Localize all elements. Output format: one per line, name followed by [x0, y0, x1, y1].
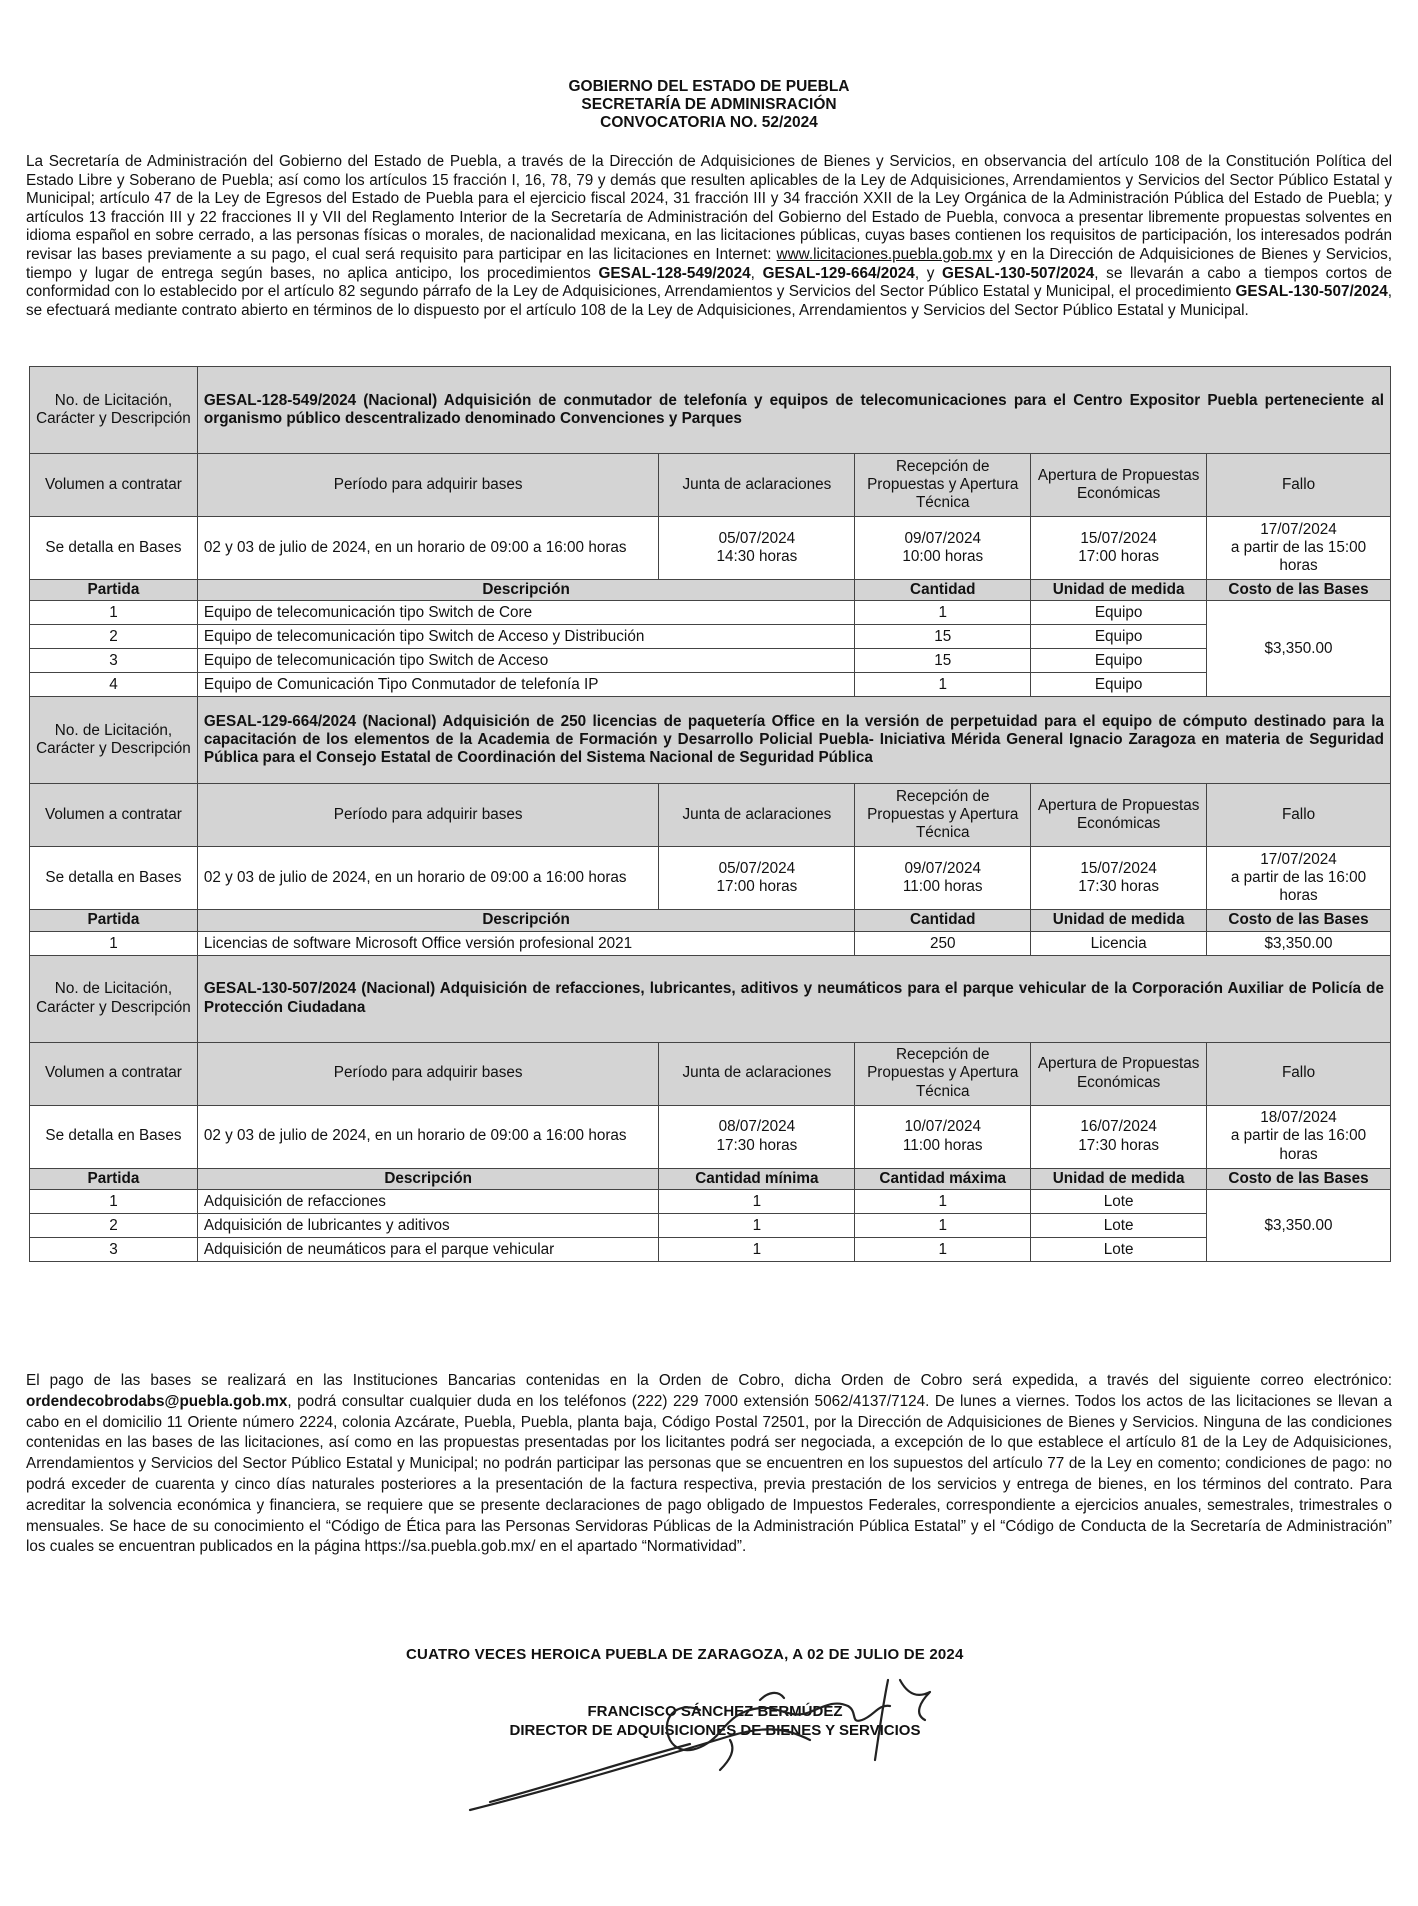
tender-3-recepcion — [855, 1105, 1031, 1168]
tender-2-schedule-row — [30, 847, 1391, 910]
tender-1-recepcion — [855, 517, 1031, 580]
tender-3-fallo — [1207, 1105, 1391, 1168]
intro-text-1: La Secretaría de Administración del Gobierno del Estado de Puebla, a través de la Dirección de Adquisiciones de Bienes y Servicios, en observancia del artículo 108 de la Constitución Política del Estado Libre y Soberano de Puebla; así como los artículos 15 fracción I, 16, 78, 79 y demás que resulten aplicables de la Ley de Adquisiciones, Arrendamientos y Servicios del Sector Público Estatal y Municipal; artículo 47 de la Ley de Egresos del Estado de Puebla para el ejercicio fiscal 2024, 31 fracción III y 34 fracción XXII de la Ley Orgánica de la Administración Pública del Estado de Puebla; y artículos 13 fracción III y 22 fracciones II y VII del Reglamento Interior de la Secretaría de Administración del Gobierno del Estado de Puebla, convoca a presentar libremente propuestas solventes en idioma español en sobre cerrado, a las personas físicas o morales, de nacionalidad mexicana, en las licitaciones públicas, cuyas bases contienen los requisitos de participación, los interesados podrán revisar las bases previamente a su pago, el cual será requisito para participar en las licitaciones en Internet: — [26, 153, 1392, 263]
fallo-date: 18/07/2024 — [1260, 1109, 1337, 1127]
fallo-label: Fallo — [1207, 784, 1391, 847]
item-unidad: Equipo — [1031, 673, 1207, 697]
footer-text-1: El pago de las bases se realizará en las Instituciones Bancarias contenidas en la Orden de Cobro, dicha Orden de Cobro será expedida, a través del siguiente correo electrónico: — [26, 1372, 1392, 1389]
costo-label: Costo de las Bases — [1207, 1168, 1391, 1189]
item-descripcion: Equipo de telecomunicación tipo Switch de Acceso — [197, 649, 854, 673]
item-descripcion: Licencias de software Microsoft Office versión profesional 2021 — [197, 931, 854, 955]
periodo-label: Período para adquirir bases — [197, 784, 659, 847]
licitaciones-link[interactable]: www.licitaciones.puebla.gob.mx — [776, 245, 993, 263]
tender-1-fallo — [1207, 517, 1391, 580]
junta-date: 08/07/2024 — [718, 1118, 796, 1136]
tender-1-costo: $3,350.00 — [1207, 601, 1391, 697]
item-cantidad-max: 1 — [855, 1213, 1031, 1237]
tender-3-title-row — [30, 955, 1391, 1042]
tender-1-volumen: Se detalla en Bases — [30, 517, 198, 580]
recepcion-date: 10/07/2024 — [904, 1118, 982, 1136]
recepcion-date: 09/07/2024 — [904, 860, 982, 877]
fallo-date: 17/07/2024 — [1260, 850, 1337, 868]
fallo-time: a partir de las 15:00 horas — [1230, 538, 1367, 575]
licitacion-label: No. de Licitación, Carácter y Descripción — [30, 955, 198, 1042]
table-row — [30, 673, 1391, 697]
intro-paragraph — [26, 153, 1392, 320]
item-descripcion: Adquisición de refacciones — [197, 1189, 659, 1213]
item-descripcion: Equipo de telecomunicación tipo Switch de Acceso y Distribución — [197, 625, 854, 649]
intro-text-2: y en la Dirección de Adquisiciones de Bienes y Servicios, tiempo y lugar de entrega según bases, no aplica anticipo, los procedimientos — [26, 245, 1392, 282]
periodo-label: Período para adquirir bases — [197, 1042, 659, 1105]
table-row — [30, 1189, 1391, 1213]
junta-time: 17:00 horas — [716, 878, 798, 896]
unidad-label: Unidad de medida — [1031, 580, 1207, 601]
item-unidad: Lote — [1031, 1237, 1207, 1261]
item-partida: 1 — [30, 931, 198, 955]
item-partida: 1 — [30, 1189, 198, 1213]
tender-2-schedule-header — [30, 784, 1391, 847]
tender-3-title: GESAL-130-507/2024 (Nacional) Adquisición de refacciones, lubricantes, aditivos y neumáticos para el parque vehicular de la Corporación Auxiliar de Policía de Protección Ciudadana — [197, 955, 1390, 1042]
recepcion-time: 10:00 horas — [902, 548, 984, 565]
recepcion-label: Recepción de Propuestas y Apertura Técnica — [855, 1042, 1031, 1105]
fallo-label: Fallo — [1207, 454, 1391, 517]
junta-time: 17:30 horas — [716, 1136, 798, 1154]
unidad-label: Unidad de medida — [1031, 1168, 1207, 1189]
recepcion-date: 09/07/2024 — [904, 529, 982, 547]
document-header — [0, 78, 1418, 132]
apertura-time: 17:00 horas — [1078, 548, 1160, 565]
cantidad-label: Cantidad — [855, 910, 1031, 931]
apertura-label: Apertura de Propuestas Económicas — [1031, 1042, 1207, 1105]
fallo-time: a partir de las 16:00 horas — [1230, 1127, 1367, 1163]
item-cantidad-min: 1 — [659, 1213, 855, 1237]
costo-label: Costo de las Bases — [1207, 580, 1391, 601]
tender-3-periodo: 02 y 03 de julio de 2024, en un horario de 09:00 a 16:00 horas — [197, 1105, 659, 1168]
intro-code-1: GESAL-128-549/2024 — [598, 264, 751, 282]
item-cantidad-max: 1 — [855, 1189, 1031, 1213]
volumen-label: Volumen a contratar — [30, 784, 198, 847]
item-unidad: Lote — [1031, 1213, 1207, 1237]
junta-date: 05/07/2024 — [718, 860, 796, 877]
partida-label: Partida — [30, 910, 198, 931]
tender-2-junta — [659, 847, 855, 910]
item-partida: 1 — [30, 601, 198, 625]
tender-1-title: GESAL-128-549/2024 (Nacional) Adquisición de conmutador de telefonía y equipos de telecomunicaciones para el Centro Expositor Puebla perteneciente al organismo público descentralizado denominado Convenciones y Parques — [197, 367, 1390, 454]
cantidad-label: Cantidad — [855, 580, 1031, 601]
item-partida: 4 — [30, 673, 198, 697]
table-row — [30, 649, 1391, 673]
item-descripcion: Adquisición de neumáticos para el parque vehicular — [197, 1237, 659, 1261]
tender-1-periodo: 02 y 03 de julio de 2024, en un horario de 09:00 a 16:00 horas — [197, 517, 659, 580]
item-unidad: Equipo — [1031, 649, 1207, 673]
item-partida: 3 — [30, 1237, 198, 1261]
header-government: GOBIERNO DEL ESTADO DE PUEBLA — [568, 78, 850, 95]
intro-code-3: GESAL-130-507/2024 — [942, 264, 1095, 282]
costo-label: Costo de las Bases — [1207, 910, 1391, 931]
item-cantidad: 15 — [855, 625, 1031, 649]
signer-name: FRANCISCO SÁNCHEZ BERMÚDEZ — [587, 1703, 843, 1720]
item-descripcion: Equipo de Comunicación Tipo Conmutador de telefonía IP — [197, 673, 854, 697]
junta-label: Junta de aclaraciones — [659, 784, 855, 847]
tender-1-schedule-row — [30, 517, 1391, 580]
volumen-label: Volumen a contratar — [30, 454, 198, 517]
tender-3-schedule-row — [30, 1105, 1391, 1168]
table-row — [30, 1237, 1391, 1261]
item-cantidad: 1 — [855, 601, 1031, 625]
licitacion-label: No. de Licitación, Carácter y Descripción — [30, 367, 198, 454]
item-partida: 2 — [30, 625, 198, 649]
tender-1-junta — [659, 517, 855, 580]
junta-label: Junta de aclaraciones — [659, 1042, 855, 1105]
item-cantidad: 1 — [855, 673, 1031, 697]
unidad-label: Unidad de medida — [1031, 910, 1207, 931]
tender-1-title-row — [30, 367, 1391, 454]
table-row — [30, 931, 1391, 955]
item-cantidad-max: 1 — [855, 1237, 1031, 1261]
fallo-label: Fallo — [1207, 1042, 1391, 1105]
signature-block — [0, 1640, 1418, 1820]
place-date: CUATRO VECES HEROICA PUEBLA DE ZARAGOZA, A 02 DE JULIO DE 2024 — [406, 1646, 964, 1663]
item-unidad: Lote — [1031, 1189, 1207, 1213]
tender-2-periodo: 02 y 03 de julio de 2024, en un horario de 09:00 a 16:00 horas — [197, 847, 659, 910]
junta-date: 05/07/2024 — [718, 529, 796, 547]
apertura-date: 15/07/2024 — [1080, 860, 1157, 877]
table-row — [30, 601, 1391, 625]
tender-2-title-row — [30, 697, 1391, 784]
item-cantidad-min: 1 — [659, 1189, 855, 1213]
tender-1-apertura — [1031, 517, 1207, 580]
table-row — [30, 1213, 1391, 1237]
periodo-label: Período para adquirir bases — [197, 454, 659, 517]
cantidad-min-label: Cantidad mínima — [659, 1168, 855, 1189]
tender-2-items-header — [30, 910, 1391, 931]
junta-time: 14:30 horas — [716, 548, 798, 565]
signer-role: DIRECTOR DE ADQUISICIONES DE BIENES Y SERVICIOS — [509, 1722, 921, 1739]
tender-1-items-header — [30, 580, 1391, 601]
recepcion-time: 11:00 horas — [902, 1136, 983, 1154]
tender-2-title: GESAL-129-664/2024 (Nacional) Adquisición de 250 licencias de paquetería Office en la versión de perpetuidad para el equipo de cómputo destinado para la capacitación de los elementos de la Academia de Formación y Desarrollo Policial Puebla- Iniciativa Mérida General Ignacio Zaragoza en materia de Seguridad Pública para el Consejo Estatal de Coordinación del Sistema Nacional de Seguridad Pública — [197, 697, 1390, 784]
item-descripcion: Adquisición de lubricantes y aditivos — [197, 1213, 659, 1237]
junta-label: Junta de aclaraciones — [659, 454, 855, 517]
intro-text-3: , se llevarán a cabo a tiempos cortos de conformidad con lo establecido por el artículo 82 segundo párrafo de la Ley de Adquisiciones, Arrendamientos y Servicios del Sector Público Estatal y Municipal, el procedimiento — [26, 264, 1392, 301]
header-call-number: CONVOCATORIA NO. 52/2024 — [600, 114, 818, 131]
apertura-label: Apertura de Propuestas Económicas — [1031, 784, 1207, 847]
intro-text-4: , se efectuará mediante contrato abierto en términos de lo dispuesto por el artículo 108 de la Ley de Adquisiciones, Arrendamientos y Servicios del Sector Público Estatal y Municipal. — [26, 283, 1392, 319]
handwritten-signature-icon — [430, 1640, 1030, 1820]
tender-3-apertura — [1031, 1105, 1207, 1168]
footer-text-2: , podrá consultar cualquier duda en los teléfonos (222) 229 7000 extensión 5062/4137/7124. De lunes a viernes. Todos los actos de las licitaciones se llevan a cabo en el domicilio 11 Oriente número 2224, colonia Azcárate, Puebla, Puebla, planta baja, Código Postal 72501, por la Dirección de Adquisiciones de Bienes y Servicios. Ninguna de las condiciones contenidas en las bases de las licitaciones, así como en las propuestas presentadas por los licitantes podrá ser negociada, a excepción de lo que establece el artículo 81 de la Ley de Adquisiciones, Arrendamientos y Servicios del Sector Público Estatal y Municipal; no podrán participar las personas que se encuentren en los supuestos del artículo 77 de la Ley en comento; condiciones de pago: no podrá exceder de cuarenta y cinco días naturales posteriores a la presentación de la factura respectiva, previa prestación de los servicios y entrega de bienes, en los términos del contrato. Para acreditar la solvencia económica y financiera, se requiere que se presente declaraciones de pago obligado de Impuestos Federales, correspondiente a ejercicios anuales, semestrales, trimestrales o mensuales. Se hace de su conocimiento el “Código de Ética para las Personas Servidoras Públicas de la Administración Pública Estatal” y el “Código de Conducta de la Secretaría de Administración” los cuales se encuentran publicados en la página https://sa.puebla.gob.mx/ en el apartado “Normatividad”. — [26, 1392, 1392, 1556]
intro-sep-2: , y — [914, 264, 943, 282]
item-partida: 2 — [30, 1213, 198, 1237]
tender-2-apertura — [1031, 847, 1207, 910]
recepcion-label: Recepción de Propuestas y Apertura Técnica — [855, 784, 1031, 847]
item-partida: 3 — [30, 649, 198, 673]
volumen-label: Volumen a contratar — [30, 1042, 198, 1105]
tender-1-schedule-header — [30, 454, 1391, 517]
cantidad-max-label: Cantidad máxima — [855, 1168, 1031, 1189]
item-cantidad: 250 — [855, 931, 1031, 955]
tenders-table — [29, 366, 1391, 1262]
intro-sep-1: , — [750, 264, 763, 282]
apertura-label: Apertura de Propuestas Económicas — [1031, 454, 1207, 517]
header-secretariat: SECRETARÍA DE ADMINISRACIÓN — [581, 96, 837, 113]
item-cantidad: 15 — [855, 649, 1031, 673]
descripcion-label: Descripción — [197, 1168, 659, 1189]
recepcion-time: 11:00 horas — [902, 878, 983, 896]
tender-2-fallo — [1207, 847, 1391, 910]
apertura-time: 17:30 horas — [1078, 878, 1160, 896]
intro-code-2: GESAL-129-664/2024 — [762, 264, 915, 282]
item-cantidad-min: 1 — [659, 1237, 855, 1261]
fallo-time: a partir de las 16:00 horas — [1230, 869, 1367, 905]
table-row — [30, 625, 1391, 649]
licitacion-label: No. de Licitación, Carácter y Descripción — [30, 697, 198, 784]
descripcion-label: Descripción — [197, 910, 854, 931]
footer-paragraph — [26, 1371, 1392, 1558]
tender-3-items-header — [30, 1168, 1391, 1189]
tender-3-volumen: Se detalla en Bases — [30, 1105, 198, 1168]
apertura-time: 17:30 horas — [1078, 1136, 1160, 1154]
tender-3-costo: $3,350.00 — [1207, 1189, 1391, 1261]
tender-2-recepcion — [855, 847, 1031, 910]
apertura-date: 15/07/2024 — [1080, 529, 1157, 547]
tender-2-costo: $3,350.00 — [1207, 931, 1391, 955]
recepcion-label: Recepción de Propuestas y Apertura Técnica — [855, 454, 1031, 517]
descripcion-label: Descripción — [197, 580, 854, 601]
partida-label: Partida — [30, 580, 198, 601]
partida-label: Partida — [30, 1168, 198, 1189]
fallo-date: 17/07/2024 — [1260, 520, 1337, 538]
tender-2-volumen: Se detalla en Bases — [30, 847, 198, 910]
item-unidad: Equipo — [1031, 625, 1207, 649]
item-unidad: Equipo — [1031, 601, 1207, 625]
apertura-date: 16/07/2024 — [1080, 1118, 1157, 1136]
item-descripcion: Equipo de telecomunicación tipo Switch de Core — [197, 601, 854, 625]
intro-code-4: GESAL-130-507/2024 — [1235, 283, 1388, 301]
order-email: ordendecobrodabs@puebla.gob.mx — [26, 1392, 288, 1410]
item-unidad: Licencia — [1031, 931, 1207, 955]
tender-3-junta — [659, 1105, 855, 1168]
tender-3-schedule-header — [30, 1042, 1391, 1105]
